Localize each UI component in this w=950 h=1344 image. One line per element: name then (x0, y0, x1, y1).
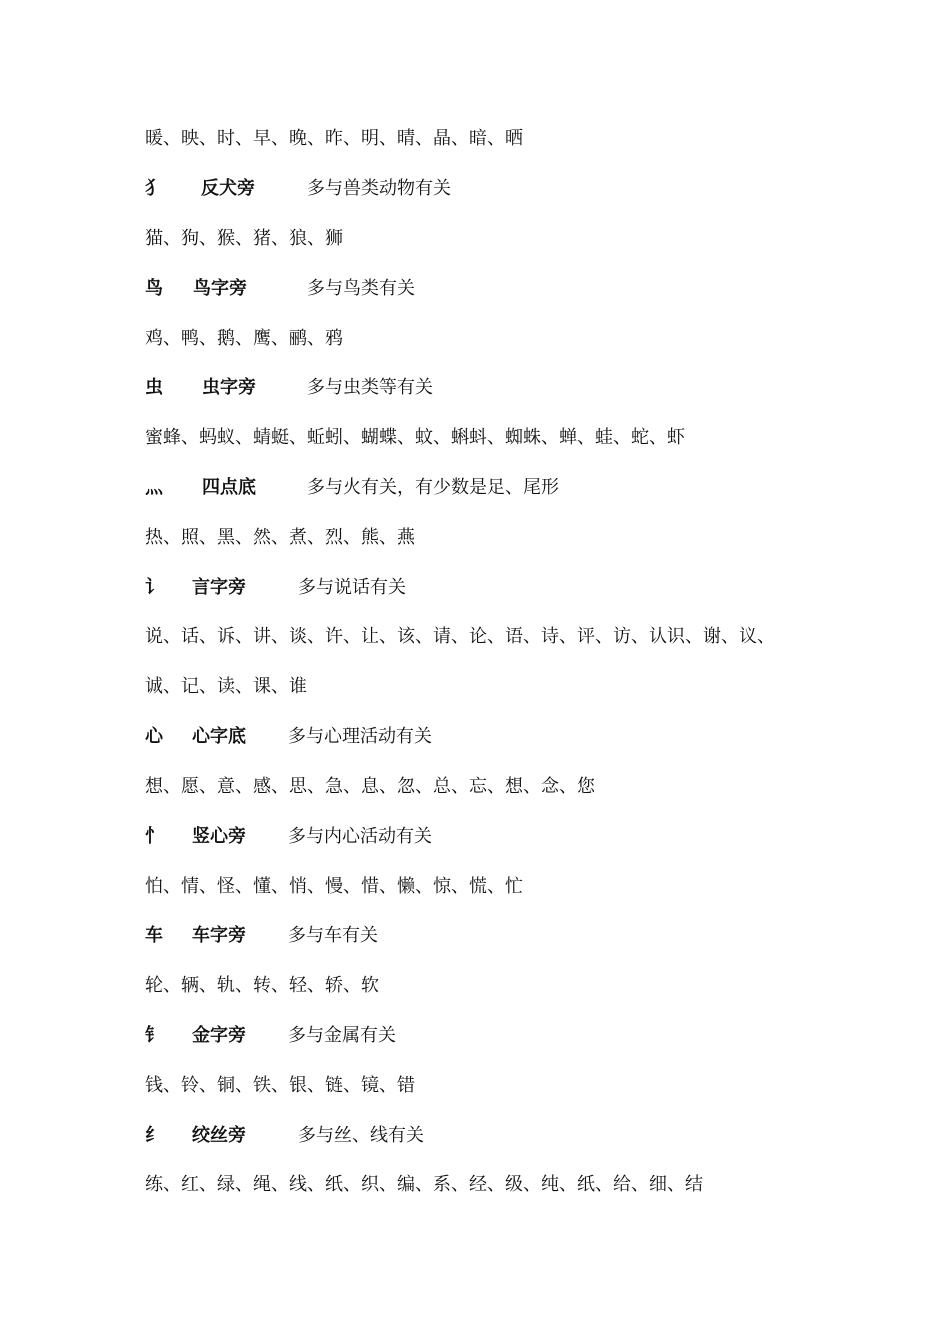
radical-heading (145, 921, 905, 951)
char-list-line: 说、话、诉、讲、谈、许、让、该、请、论、语、诗、评、访、认识、谢、议、 (145, 626, 775, 647)
radical-heading (145, 274, 905, 304)
radical-heading (145, 822, 905, 852)
radical-heading (145, 1121, 905, 1151)
char-list-line: 鸡、鸭、鹅、鹰、鹂、鸦 (145, 328, 343, 349)
radical-glyph: 纟 (145, 1125, 163, 1146)
radical-meaning: 多与丝、线有关 (298, 1125, 424, 1146)
radical-glyph: 忄 (145, 826, 163, 847)
radical-heading (145, 473, 905, 503)
radical-meaning: 多与金属有关 (288, 1025, 396, 1046)
radical-glyph: 灬 (145, 477, 163, 498)
radical-meaning: 多与说话有关 (298, 577, 406, 598)
radical-glyph: 虫 (145, 377, 163, 398)
radical-glyph: 车 (145, 925, 163, 946)
radical-name: 四点底 (202, 477, 256, 498)
radical-meaning: 多与内心活动有关 (288, 826, 432, 847)
radical-meaning: 多与心理活动有关 (288, 726, 432, 747)
char-list-line: 猫、狗、猴、猪、狼、狮 (145, 228, 343, 249)
radical-heading (145, 373, 905, 403)
radical-meaning: 多与兽类动物有关 (307, 178, 451, 199)
radical-meaning: 多与火有关，有少数是足、尾形 (307, 477, 559, 498)
radical-name: 绞丝旁 (192, 1125, 246, 1146)
char-list-line: 轮、辆、轨、转、轻、轿、软 (145, 975, 379, 996)
radical-name: 金字旁 (192, 1025, 246, 1046)
radical-meaning: 多与虫类等有关 (307, 377, 433, 398)
radical-heading (145, 722, 905, 752)
radical-name: 车字旁 (192, 925, 246, 946)
char-list-line: 热、照、黑、然、煮、烈、熊、燕 (145, 527, 415, 548)
radical-name: 鸟字旁 (193, 278, 247, 299)
radical-name: 反犬旁 (201, 178, 255, 199)
char-list-line: 练、红、绿、绳、线、纸、织、编、系、经、级、纯、纸、给、细、结 (145, 1174, 703, 1195)
radical-heading (145, 1021, 905, 1051)
radical-name: 心字底 (192, 726, 246, 747)
radical-meaning: 多与车有关 (288, 925, 378, 946)
char-list-line: 暖、映、时、早、晚、昨、明、晴、晶、暗、晒 (145, 128, 523, 149)
radical-meaning: 多与鸟类有关 (307, 278, 415, 299)
char-list-line: 钱、铃、铜、铁、银、链、镜、错 (145, 1075, 415, 1096)
radical-name: 虫字旁 (202, 377, 256, 398)
radical-heading (145, 573, 905, 603)
char-list-line: 怕、情、怪、懂、悄、慢、惜、懒、惊、慌、忙 (145, 876, 523, 897)
radical-name: 竖心旁 (192, 826, 246, 847)
radical-glyph: 讠 (145, 577, 163, 598)
char-list-line: 诚、记、读、课、谁 (145, 676, 307, 697)
char-list-line: 想、愿、意、感、思、急、息、忽、总、忘、想、念、您 (145, 776, 595, 797)
radical-name: 言字旁 (192, 577, 246, 598)
radical-glyph: 心 (145, 726, 163, 747)
radical-glyph: 犭 (145, 178, 163, 199)
radical-glyph: 鸟 (145, 278, 163, 299)
radical-heading (145, 174, 905, 204)
char-list-line: 蜜蜂、蚂蚁、蜻蜓、蚯蚓、蝴蝶、蚊、蝌蚪、蜘蛛、蝉、蛙、蛇、虾 (145, 427, 685, 448)
radical-glyph: 钅 (145, 1025, 163, 1046)
